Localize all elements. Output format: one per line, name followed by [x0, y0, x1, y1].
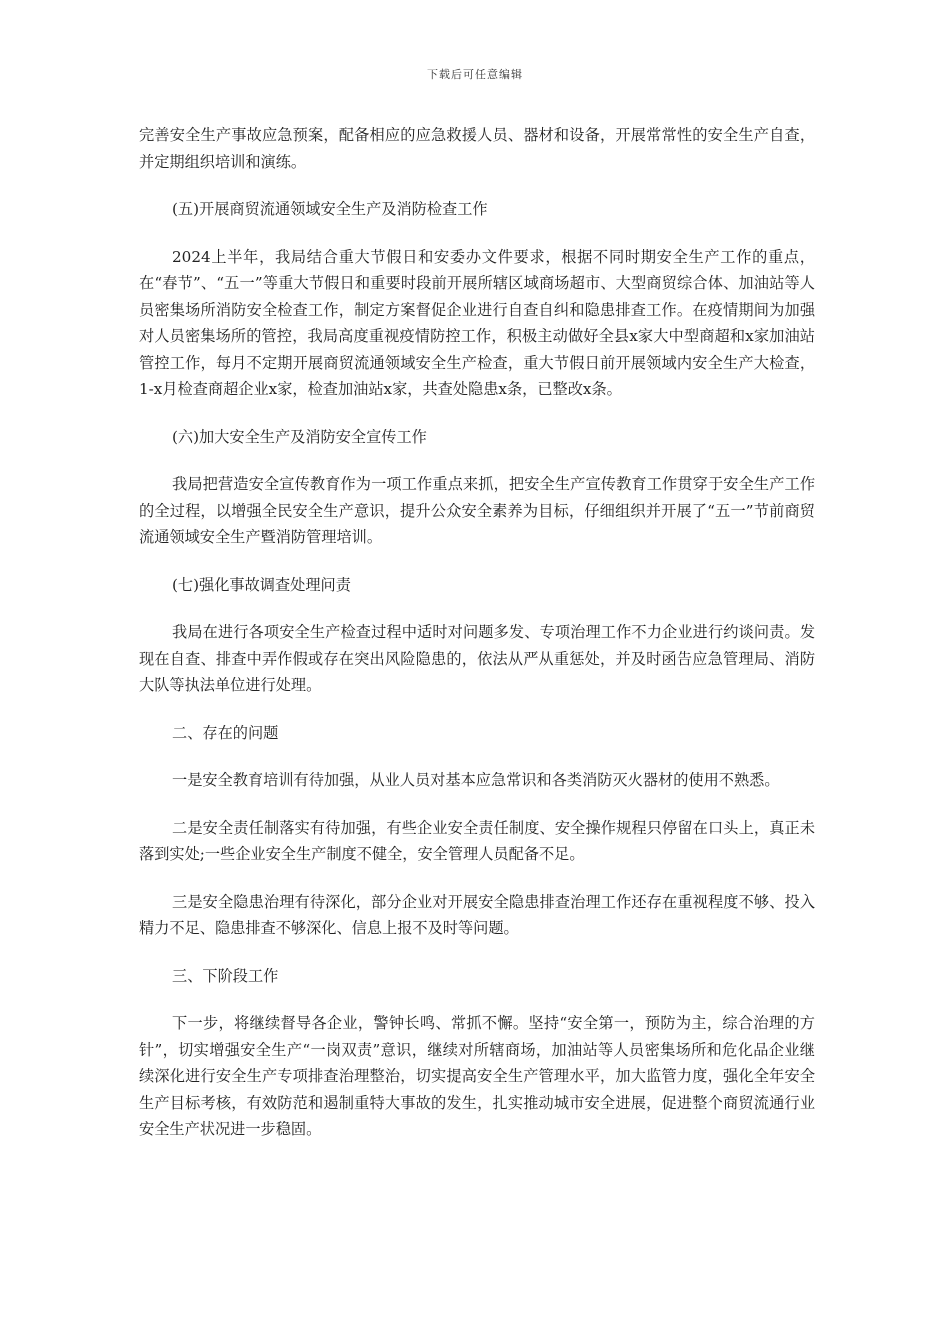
section-heading-7: (七)强化事故调查处理问责 — [172, 575, 351, 594]
paragraph-next-stage: 下一步，将继续督导各企业，警钟长鸣、常抓不懈。坚持“安全第一，预防为主，综合治理的方针”，切实增强安全生产“一岗双责”意识，继续对所辖商场，加油站等人员密集场所和危化品企业继续深化进行安全生产专项排查治理整治，切实提高安全生产管理水平，加大监管力度，强化全年安全生产目标考核，有效防范和遏制重特大事故的发生，扎实推动城市安全进展，促进整个商贸流通行业安全生产状况进一步稳固。 — [139, 1014, 815, 1138]
section-heading-problems: 二、存在的问题 — [172, 723, 279, 742]
paragraph-intro-continued: 完善安全生产事故应急预案，配备相应的应急救援人员、器材和设备，开展常常性的安全生产自查，并定期组织培训和演练。 — [139, 126, 815, 171]
paragraph-section-5: 2024上半年，我局结合重大节假日和安委办文件要求，根据不同时期安全生产工作的重点，在“春节”、“五一”等重大节假日和重要时段前开展所辖区域商场超市、大型商贸综合体、加油站等人员密集场所消防安全检查工作，制定方案督促企业进行自查自纠和隐患排查工作。在疫情期间为加强对人员密集场所的管控，我局高度重视疫情防控工作，积极主动做好全县x家大中型商超和x家加油站管控工作，每月不定期开展商贸流通领域安全生产检查，重大节假日前开展领域内安全生产大检查，1-x月检查商超企业x家，检查加油站x家，共查处隐患x条，已整改x条。 — [139, 247, 815, 398]
section-heading-5: (五)开展商贸流通领域安全生产及消防检查工作 — [172, 200, 488, 218]
page-header-note: 下载后可任意编辑 — [427, 68, 523, 81]
section-heading-6: (六)加大安全生产及消防安全宣传工作 — [172, 427, 427, 446]
paragraph-problem-3: 三是安全隐患治理有待深化，部分企业对开展安全隐患排查治理工作还存在重视程度不够、投入精力不足、隐患排查不够深化、信息上报不及时等问题。 — [139, 892, 815, 937]
paragraph-problem-2: 二是安全责任制落实有待加强，有些企业安全责任制度、安全操作规程只停留在口头上，真正未落到实处;一些企业安全生产制度不健全，安全管理人员配备不足。 — [139, 818, 815, 863]
section-heading-next-stage: 三、下阶段工作 — [172, 966, 279, 985]
paragraph-problem-1: 一是安全教育培训有待加强，从业人员对基本应急常识和各类消防灭火器材的使用不熟悉。 — [172, 771, 780, 789]
paragraph-section-6: 我局把营造安全宣传教育作为一项工作重点来抓，把安全生产宣传教育工作贯穿于安全生产工作的全过程，以增强全民安全生产意识，提升公众安全素养为目标，仔细组织并开展了“五一”节前商贸流通领域安全生产暨消防管理培训。 — [139, 475, 815, 546]
document-body — [139, 122, 815, 1164]
paragraph-section-7: 我局在进行各项安全生产检查过程中适时对问题多发、专项治理工作不力企业进行约谈问责。发现在自查、排查中弄作假或存在突出风险隐患的，依法从严从重惩处，并及时函告应急管理局、消防大队等执法单位进行处理。 — [139, 623, 815, 694]
